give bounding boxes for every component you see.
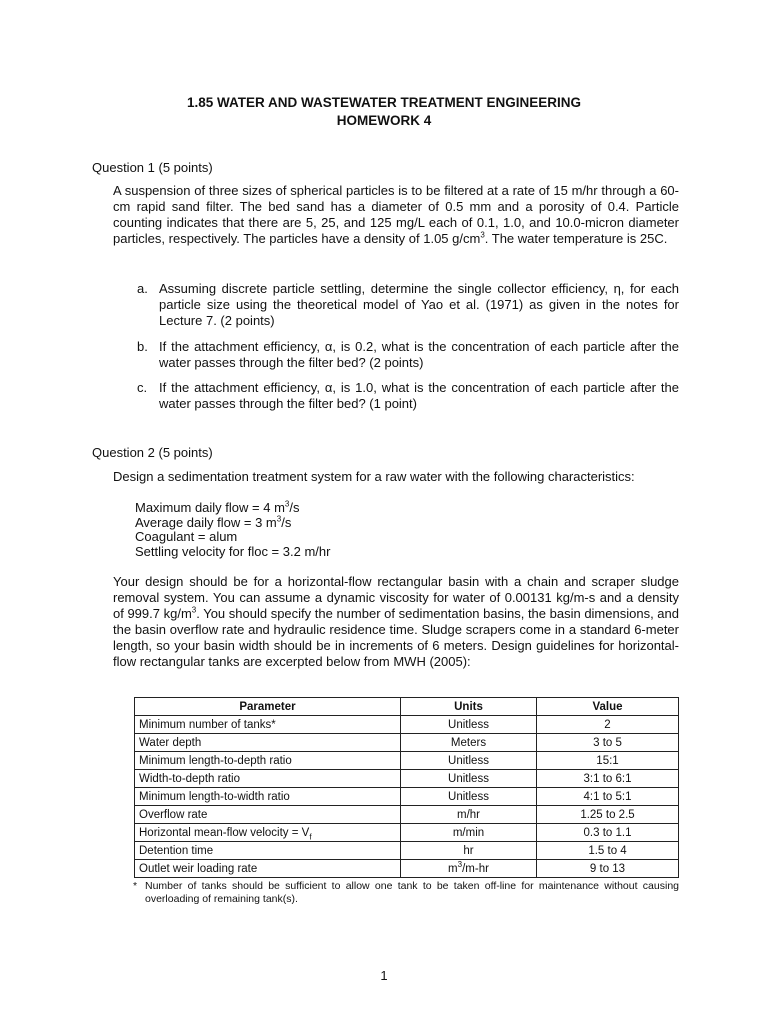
value-cell: 2 <box>537 716 679 734</box>
coagulant: Coagulant = alum <box>135 529 238 544</box>
document-subtitle: HOMEWORK 4 <box>336 113 432 128</box>
table-row <box>135 806 679 824</box>
param-cell: Minimum length-to-depth ratio <box>135 752 401 770</box>
question-1-intro: A suspension of three sizes of spherical particles is to be filtered at a rate of 15 m/hr through a 60-cm rapid sand filter. The bed sand has a diameter of 0.5 mm and a porosity of 0.4. Particle counting indicates that there are 5, 25, and 125 mg/L each of 0.1, 1.0, and 10.0-micron diameter particles, respectively. The particles have a density of 1.05 $g/cm^3$. The water temperature is 25C. <box>113 183 679 246</box>
header-value: Value <box>537 698 679 716</box>
unit-cell: Meters <box>401 734 537 752</box>
param-cell: Detention time <box>135 842 401 860</box>
part-label: b. <box>137 339 148 354</box>
part-text: If the attachment efficiency, α, is 1.0, what is the concentration of each particle after the water passes through the filter bed? (1 point) <box>159 380 679 411</box>
table-row <box>135 716 679 734</box>
design-guidelines-table <box>134 697 679 878</box>
value-cell: 3:1 to 6:1 <box>537 770 679 788</box>
table-row <box>135 842 679 860</box>
value-cell: 0.3 to 1.1 <box>537 824 679 842</box>
part-label: c. <box>137 380 148 395</box>
unit-cell: Unitless <box>401 752 537 770</box>
unit-cell: m/hr <box>401 806 537 824</box>
value-cell: 1.5 to 4 <box>537 842 679 860</box>
footnote-marker: * <box>133 880 138 892</box>
value-cell: 15:1 <box>537 752 679 770</box>
document-title: 1.85 WATER AND WASTEWATER TREATMENT ENGINEERING <box>186 95 582 110</box>
question-1-part-a <box>137 281 679 329</box>
question-1-part-b <box>137 339 679 371</box>
unit-cell: m/min <box>401 824 537 842</box>
unit-cell: $m^3/m-hr$ <box>401 860 537 878</box>
max-daily-flow: Maximum daily flow = 4 $m^3/s$ <box>135 499 300 515</box>
avg-daily-flow: Average daily flow = 3 $m^3/s$ <box>135 514 292 530</box>
value-cell: 9 to 13 <box>537 860 679 878</box>
unit-cell: Unitless <box>401 716 537 734</box>
unit-cell: Unitless <box>401 788 537 806</box>
page-number: 1 <box>380 968 388 983</box>
table-row <box>135 734 679 752</box>
question-2-intro: Design a sedimentation treatment system for a raw water with the following characteristics: <box>113 469 635 484</box>
settling-velocity: Settling velocity for floc = 3.2 m/hr <box>135 543 331 559</box>
param-cell: Minimum length-to-width ratio <box>135 788 401 806</box>
water-characteristics <box>135 501 330 559</box>
table-header-row <box>135 698 679 716</box>
question-2-heading: Question 2 (5 points) <box>92 445 213 460</box>
part-text: If the attachment efficiency, α, is 0.2, what is the concentration of each particle after the water passes through the filter bed? (2 points) <box>159 339 679 370</box>
footnote-text: Number of tanks should be sufficient to allow one tank to be taken off-line for maintenance without causing overloading of remaining tank(s). <box>145 880 679 905</box>
param-cell: Width-to-depth ratio <box>135 770 401 788</box>
value-cell: 1.25 to 2.5 <box>537 806 679 824</box>
design-instructions: Your design should be for a horizontal-flow rectangular basin with a chain and scraper sludge removal system. You can assume a dynamic viscosity for water of 0.00131 kg/m-s and a density of 999.7 $kg/m^3$. You should specify the number of sedimentation basins, the basin dimensions, and the basin overflow rate and hydraulic residence time. Sludge scrapers come in a standard 6-meter length, so your basin width should be in increments of 6 meters. Design guidelines for horizontal-flow rectangular tanks are excerpted below from MWH (2005): <box>113 574 679 669</box>
table-row <box>135 860 679 878</box>
param-cell: Overflow rate <box>135 806 401 824</box>
value-cell: 4:1 to 5:1 <box>537 788 679 806</box>
question-1-part-c <box>137 380 679 412</box>
part-label: a. <box>137 281 148 296</box>
value-cell: 3 to 5 <box>537 734 679 752</box>
question-1-heading: Question 1 (5 points) <box>92 160 213 175</box>
table-footnote <box>133 880 679 906</box>
unit-cell: Unitless <box>401 770 537 788</box>
param-cell: Outlet weir loading rate <box>135 860 401 878</box>
param-cell: Horizontal mean-flow velocity = $V_f$ <box>135 824 401 842</box>
header-units: Units <box>401 698 537 716</box>
table-row <box>135 788 679 806</box>
param-cell: Water depth <box>135 734 401 752</box>
table-row <box>135 770 679 788</box>
param-cell: Minimum number of tanks* <box>135 716 401 734</box>
table-row <box>135 752 679 770</box>
header-parameter: Parameter <box>135 698 401 716</box>
table-row <box>135 824 679 842</box>
part-text: Assuming discrete particle settling, determine the single collector efficiency, η, for each particle size using the theoretical model of Yao et al. (1971) as given in the notes for Lecture 7. (2 points) <box>159 281 679 328</box>
unit-cell: hr <box>401 842 537 860</box>
